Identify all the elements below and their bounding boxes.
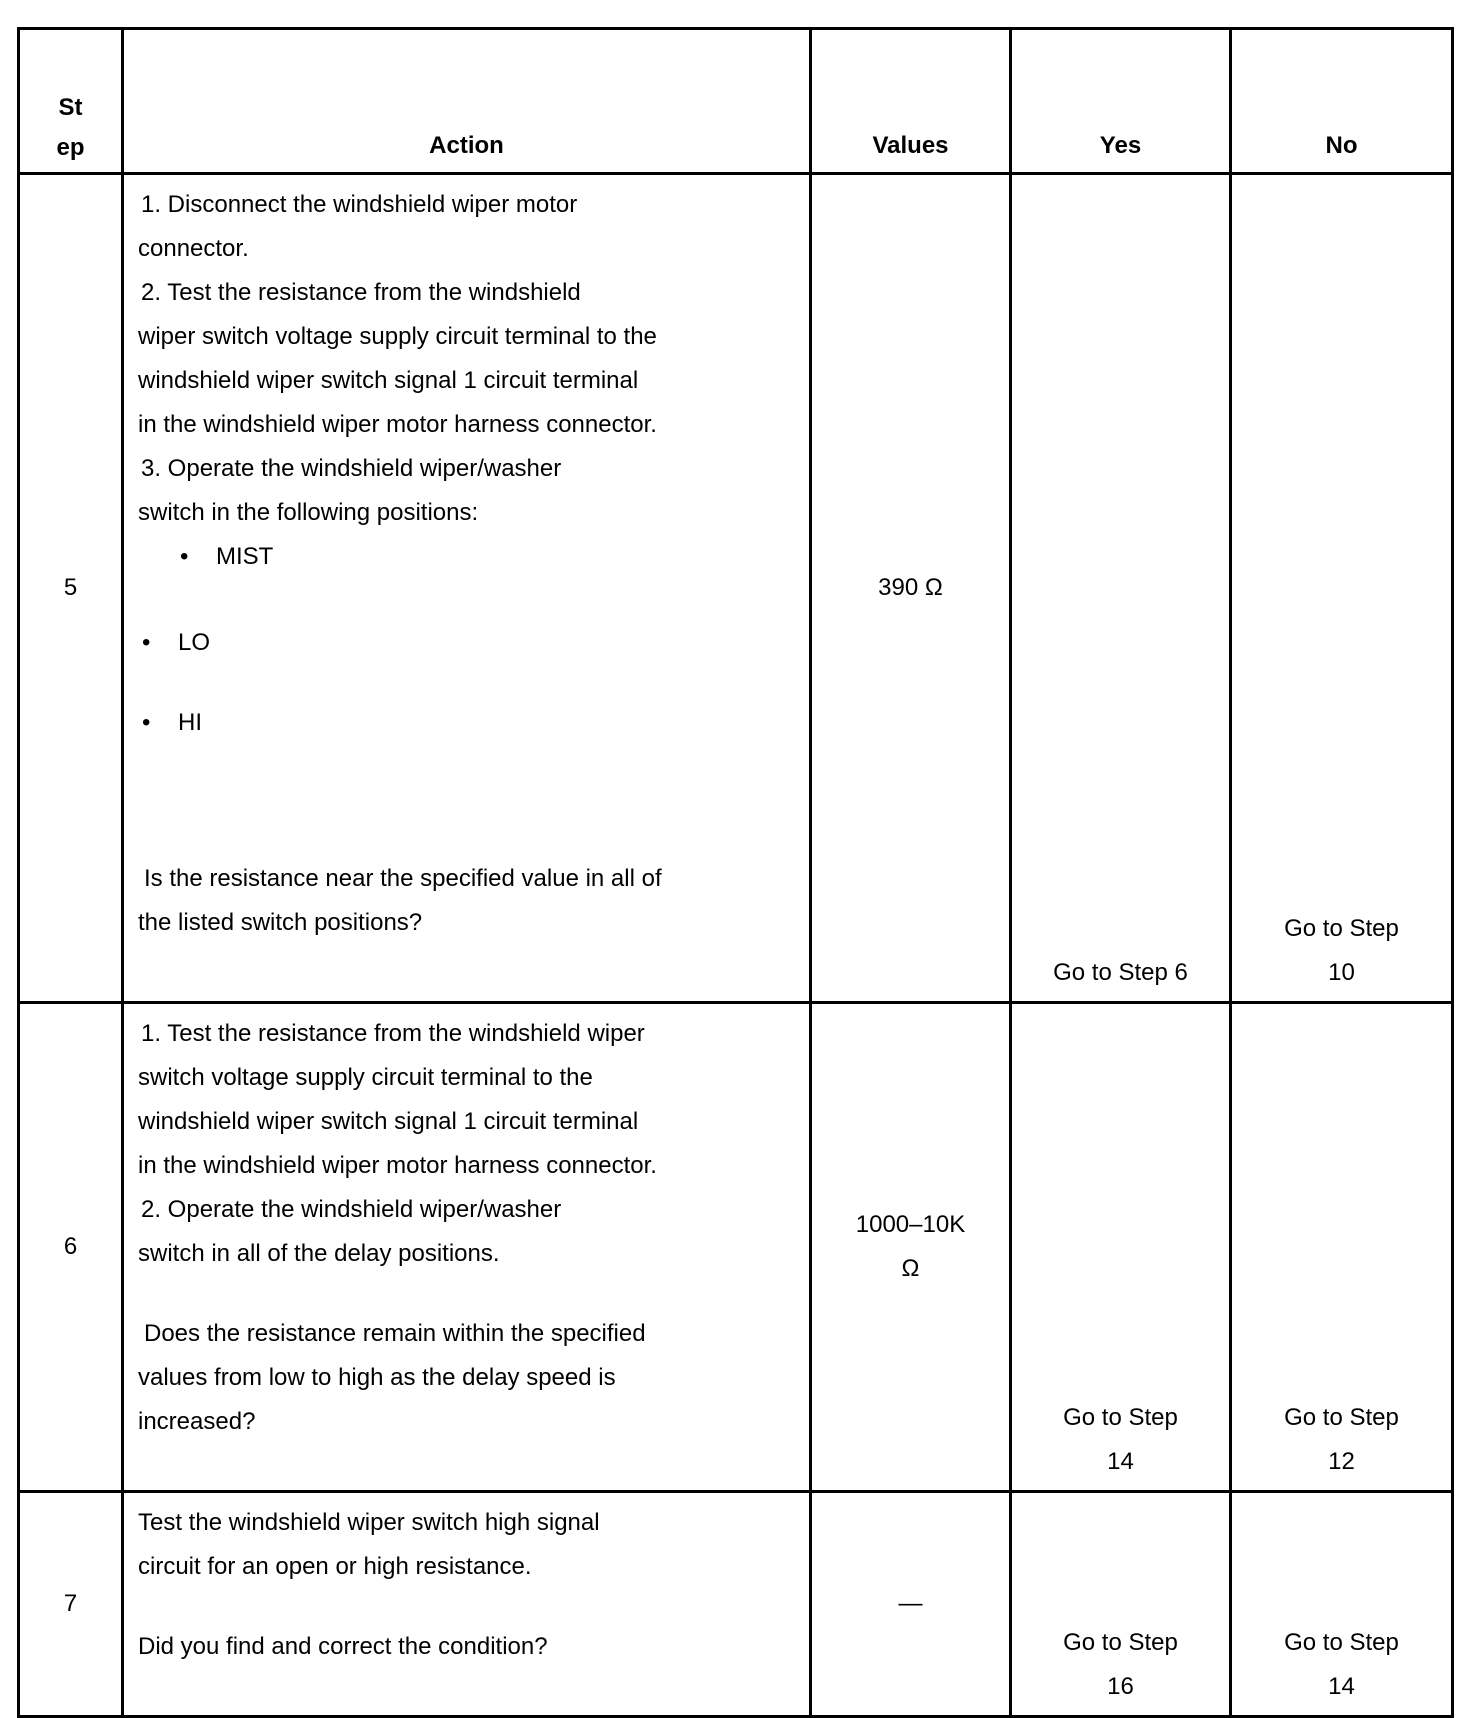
value-cell: 390 Ω (811, 174, 1011, 1003)
value-line2: Ω (901, 1255, 920, 1282)
header-step-line1: St (58, 94, 83, 121)
bullet-item (138, 535, 799, 579)
header-step-line2: ep (56, 134, 85, 161)
yes-line2: 16 (1107, 1673, 1134, 1700)
table-row (19, 1003, 1453, 1492)
value-cell (811, 1003, 1011, 1492)
action-line: 2. Operate the windshield wiper/washer (141, 1196, 562, 1223)
action-line: switch in the following positions: (138, 499, 479, 526)
action-line: 1. Test the resistance from the windshield wiper (141, 1020, 645, 1047)
bullet-dot-icon: • (142, 629, 151, 656)
yes-cell (1011, 1003, 1231, 1492)
value-line1: 1000–10K (855, 1211, 966, 1238)
question-line: the listed switch positions? (138, 909, 423, 936)
diagnostic-table (17, 27, 1454, 1718)
header-values: Values (811, 29, 1011, 174)
step-number: 6 (19, 1003, 123, 1492)
action-cell (123, 1492, 811, 1717)
table-row (19, 174, 1453, 1003)
header-action: Action (123, 29, 811, 174)
action-line: in the windshield wiper motor harness connector. (138, 411, 657, 438)
header-step (19, 29, 123, 174)
value-cell: — (811, 1492, 1011, 1717)
question-line: Did you find and correct the condition? (138, 1633, 548, 1660)
no-line2: 10 (1328, 959, 1355, 986)
bullet-item (138, 621, 799, 665)
no-cell (1231, 1003, 1453, 1492)
yes-line2: 14 (1107, 1448, 1134, 1475)
go-to-step-6: Go to Step 6 (1053, 959, 1188, 986)
action-line: Test the windshield wiper switch high signal (138, 1509, 600, 1536)
question-line: Is the resistance near the specified value in all of (144, 865, 662, 892)
action-line: windshield wiper switch signal 1 circuit terminal (138, 367, 639, 394)
no-line1: Go to Step (1284, 1629, 1399, 1656)
header-yes: Yes (1011, 29, 1231, 174)
question-line: values from low to high as the delay speed is (138, 1364, 616, 1391)
action-line: circuit for an open or high resistance. (138, 1553, 532, 1580)
yes-line1: Go to Step (1063, 1629, 1178, 1656)
header-row (19, 29, 1453, 174)
question-line: Does the resistance remain within the specified (144, 1320, 646, 1347)
no-line1: Go to Step (1284, 1404, 1399, 1431)
step-number: 5 (19, 174, 123, 1003)
action-line: switch in all of the delay positions. (138, 1240, 500, 1267)
action-line: windshield wiper switch signal 1 circuit terminal (138, 1108, 639, 1135)
yes-line1: Go to Step (1063, 1404, 1178, 1431)
no-cell (1231, 174, 1453, 1003)
action-cell (123, 1003, 811, 1492)
action-line: 2. Test the resistance from the windshield (141, 279, 581, 306)
bullet-label: MIST (216, 543, 274, 570)
action-line: in the windshield wiper motor harness connector. (138, 1152, 657, 1179)
action-cell (123, 174, 811, 1003)
no-line2: 14 (1328, 1673, 1355, 1700)
action-line: switch voltage supply circuit terminal to the (138, 1064, 593, 1091)
header-no: No (1231, 29, 1453, 174)
action-line: connector. (138, 235, 249, 262)
bullet-label: LO (178, 629, 211, 656)
action-line: wiper switch voltage supply circuit terminal to the (138, 323, 657, 350)
yes-cell (1011, 174, 1231, 1003)
table-row (19, 1492, 1453, 1717)
yes-cell (1011, 1492, 1231, 1717)
bullet-dot-icon: • (180, 543, 189, 570)
step-number: 7 (19, 1492, 123, 1717)
no-line1: Go to Step (1284, 915, 1399, 942)
bullet-label: HI (178, 709, 202, 736)
no-line2: 12 (1328, 1448, 1355, 1475)
no-cell (1231, 1492, 1453, 1717)
bullet-item (138, 701, 799, 745)
action-line: 3. Operate the windshield wiper/washer (141, 455, 562, 482)
bullet-dot-icon: • (142, 709, 151, 736)
question-line: increased? (138, 1408, 256, 1435)
action-line: 1. Disconnect the windshield wiper motor (141, 191, 578, 218)
table-header (19, 29, 1453, 174)
